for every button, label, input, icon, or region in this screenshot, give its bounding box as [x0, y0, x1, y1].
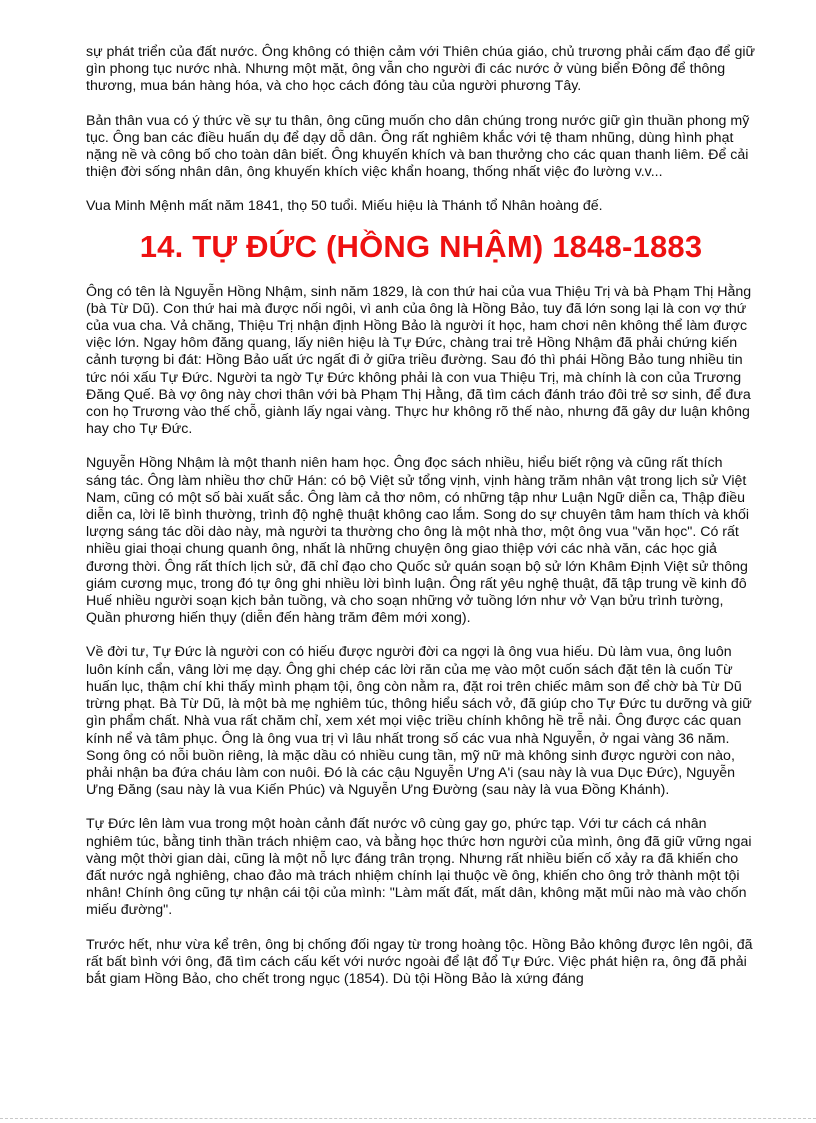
paragraph-self-cultivation: Bản thân vua có ý thức về sự tu thân, ông cũng muốn cho dân chúng trong nước giữ gìn thuần phong mỹ tục. Ông ban các điều huấn dụ để dạy dỗ dân. Ông rất nghiêm khắc với tệ tham nhũng, dùng hình phạt nặng nề và công bố cho toàn dân biết. Ông khuyến khích và ban thưởng cho các quan thanh liêm. Để cải thiện đời sống nhân dân, ông khuyến khích việc khẩn hoang, thống nhất việc đo lường v.v... — [86, 112, 750, 181]
paragraph-scholarship: Nguyễn Hồng Nhậm là một thanh niên ham học. Ông đọc sách nhiều, hiểu biết rộng và cũng rất thích sáng tác. Ông làm nhiều thơ chữ Hán: có bộ Việt sử tổng vịnh, vịnh hàng trăm nhân vật trong lịch sử Việt Nam, cũng có một số bài xuất sắc. Ông làm cả thơ nôm, có những tập như Luận Ngữ diễn ca, Thập điều diễn ca, lời lẽ bình thường, trình độ nghệ thuật không cao lắm. Song do sự chuyên tâm ham thích và khối lượng sáng tác dồi dào này, mà người ta thường cho ông là một nhà thơ, một ông vua "văn học". Có rất nhiều giai thoại chung quanh ông, nhất là những chuyện ông giao thiệp với các nhà văn, các học giả đương thời. Ông rất thích lịch sử, đã chỉ đạo cho Quốc sử quán soạn bộ sử lớn Khâm Định Việt sử thông giám cương mục, trong đó tự ông ghi nhiều lời bình luận. Ông rất yêu nghệ thuật, đã tập trung về kinh đô Huế nhiều người soạn kịch bản tuồng, và cho soạn những vở tuồng lớn như vở Vạn bửu trình tường, Quần phương hiến thụy (diễn đến hàng trăm đêm mới xong). — [86, 455, 750, 627]
chapter-title: 14. TỰ ĐỨC (HỒNG NHẬM) 1848-1883 — [139, 228, 703, 264]
paragraph-origin: Ông có tên là Nguyễn Hồng Nhậm, sinh năm 1829, là con thứ hai của vua Thiệu Trị và bà Phạm Thị Hằng (bà Từ Dũ). Con thứ hai mà được nối ngôi, vì anh của ông là Hồng Bảo, tuy đã lớn song lại là con vợ thứ của vua cha. Vả chăng, Thiệu Trị nhận định Hồng Bảo là người ít học, ham chơi nên không thể làm được việc lớn. Ngay hôm đăng quang, lấy niên hiệu là Tự Đức, chàng trai trẻ Hồng Nhậm đã phải chứng kiến cảnh tượng bi đát: Hồng Bảo uất ức ngất đi ở giữa triều đường. Sau đó thì phái Hồng Bảo tung nhiều tin tức nói xấu Tự Đức. Người ta ngờ Tự Đức không phải là con vua Thiệu Trị, mà chính là con của Trương Đăng Quế. Bà vợ ông này chơi thân với bà Phạm Thị Hằng, đã tìm cách đánh tráo đôi trẻ sơ sinh, để đưa con họ Trương vào thế chỗ, giành lấy ngai vàng. Thực hư không rõ thế nào, nhưng đã gây dư luận không hay cho Tự Đức. — [86, 283, 752, 438]
page-bottom-edge — [0, 1118, 816, 1119]
paragraph-religion-policy: sự phát triển của đất nước. Ông không có thiện cảm với Thiên chúa giáo, chủ trương phải cấm đạo để giữ gìn phong tục nước nhà. Nhưng một mặt, ông vẫn cho người đi các nước ở vùng biển Đông để thông thương, mua bán hàng hóa, và cho học cách đóng tàu của người phương Tây. — [86, 44, 755, 95]
paragraph-reign-circumstances: Tự Đức lên làm vua trong một hoàn cảnh đất nước vô cùng gay go, phức tạp. Với tư cách cá nhân nghiêm túc, bằng tinh thần trách nhiệm cao, và bằng học thức hơn người của mình, ông đã giữ vững ngai vàng một thời gian dài, cũng là một nỗ lực đáng trân trọng. Nhưng rất nhiều biến cố xảy ra đã khiến cho đất nước ngả nghiêng, chao đảo mà trách nhiệm chính lại thuộc về ông, khiến cho ông trở thành một tội nhân! Chính ông cũng tự nhận cái tội của mình: "Làm mất đất, mất dân, không mặt mũi nào mà vào chốn miếu đường". — [86, 816, 752, 919]
paragraph-minh-menh-death: Vua Minh Mệnh mất năm 1841, thọ 50 tuổi. Miếu hiệu là Thánh tổ Nhân hoàng đế. — [86, 198, 603, 215]
document-body — [86, 44, 756, 1005]
paragraph-royal-opposition: Trước hết, như vừa kể trên, ông bị chống đối ngay từ trong hoàng tộc. Hồng Bảo không được lên ngôi, đã rất bất bình với ông, đã tìm cách cấu kết với nước ngoài để lật đổ Tự Đức. Việc phát hiện ra, ông đã phải bắt giam Hồng Bảo, cho chết trong ngục (1854). Dù tội Hồng Bảo là xứng đáng — [86, 936, 753, 987]
paragraph-private-life: Về đời tư, Tự Đức là người con có hiếu được người đời ca ngợi là ông vua hiếu. Dù làm vua, ông luôn luôn kính cẩn, vâng lời mẹ dạy. Ông ghi chép các lời răn của mẹ vào một cuốn sách đặt tên là cuốn Từ huấn lục, thậm chí khi thấy mình phạm tội, ông còn nằm ra, đặt roi trên chiếc mâm son để chờ bà Từ Dũ trừng phạt. Bà Từ Dũ, là một bà mẹ nghiêm túc, thông hiểu sách vở, đã giúp cho Tự Đức tu dưỡng và giữ gìn phẩm chất. Nhà vua rất chăm chỉ, xem xét mọi việc triều chính không hề trễ nải. Ông được các quan kính nể và tâm phục. Ông là ông vua trị vì lâu nhất trong số các vua nhà Nguyễn, ở ngai vàng 36 năm. Song ông có nỗi buồn riêng, là mặc dầu có nhiều cung tần, mỹ nữ mà không sinh được người con nào, phải nhận ba đứa cháu làm con nuôi. Đó là các cậu Nguyễn Ưng A'i (sau này là vua Dục Đức), Nguyễn Ưng Đăng (sau này là vua Kiến Phúc) và Nguyễn Ưng Đường (sau này là vua Đồng Khánh). — [86, 644, 752, 799]
